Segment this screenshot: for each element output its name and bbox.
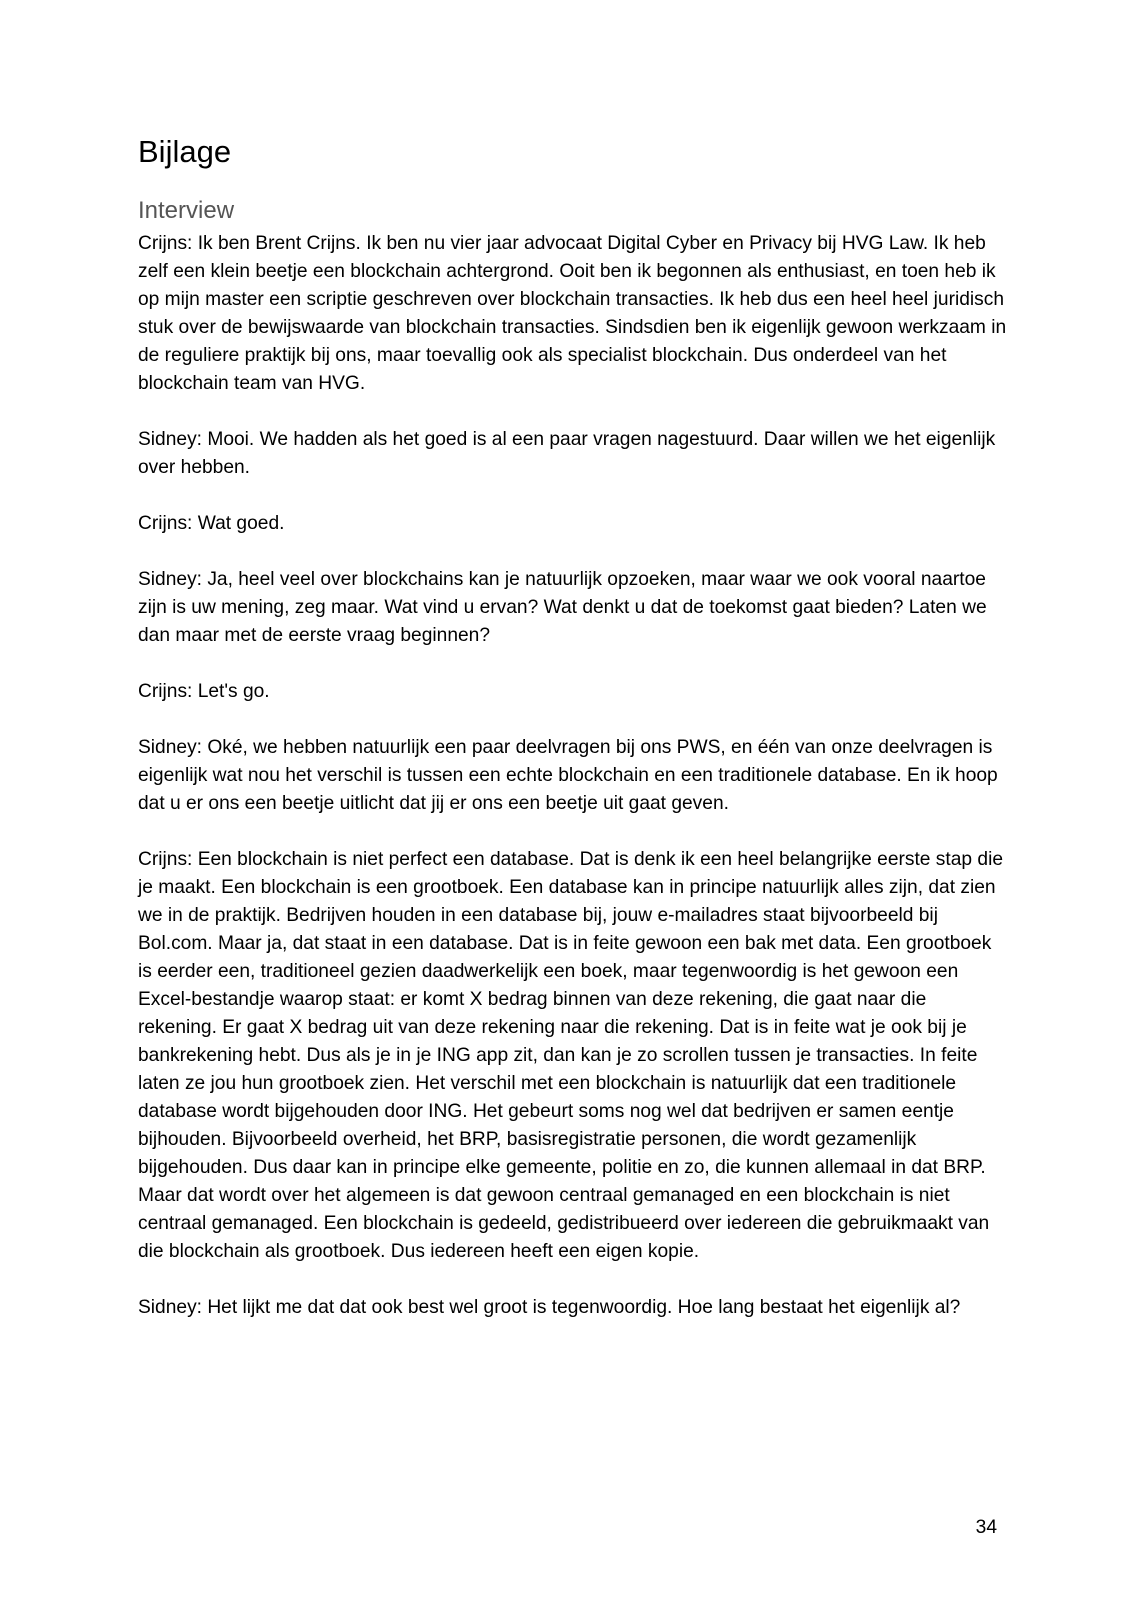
page-number: 34 [975,1517,997,1538]
paragraph: Crijns: Wat goed. [138,513,285,534]
paragraph: Crijns: Let's go. [138,681,270,702]
paragraph: Crijns: Een blockchain is niet perfect een database. Dat is denk ik een heel belangrijke eerste stap die je maakt. Een blockchain is een grootboek. Een database kan in principe natuurlijk alles zijn, dat zien we in de praktijk. Bedrijven houden in een database bij, jouw e-mailadres staat bijvoorbeeld bij Bol.com. Maar ja, dat staat in een database. Dat is in feite gewoon een bak met data. Een grootboek is eerder een, traditioneel gezien daadwerkelijk een boek, maar tegenwoordig is het gewoon een Excel-bestandje waarop staat: er komt X bedrag binnen van deze rekening, die gaat naar die rekening. Er gaat X bedrag uit van deze rekening naar die rekening. Dat is in feite wat je ook bij je bankrekening hebt. Dus als je in je ING app zit, dan kan je zo scrollen tussen je transacties. In feite laten ze jou hun grootboek zien. Het verschil met een blockchain is natuurlijk dat een traditionele database wordt bijgehouden door ING. Het gebeurt soms nog wel dat bedrijven er samen eentje bijhouden. Bijvoorbeeld overheid, het BRP, basisregistratie personen, die wordt gezamenlijk bijgehouden. Dus daar kan in principe elke gemeente, politie en zo, die kunnen allemaal in dat BRP. Maar dat wordt over het algemeen is dat gewoon centraal gemanaged en een blockchain is niet centraal gemanaged. Een blockchain is gedeeld, gedistribueerd over iedereen die gebruikmaakt van die blockchain als grootboek. Dus iedereen heeft een eigen kopie. [138,849,1004,1262]
interview-body [138,230,1008,1322]
paragraph: Sidney: Mooi. We hadden als het goed is al een paar vragen nagestuurd. Daar willen we het eigenlijk over hebben. [138,429,996,478]
paragraph: Sidney: Het lijkt me dat dat ook best wel groot is tegenwoordig. Hoe lang bestaat het eigenlijk al? [138,1297,961,1318]
paragraph: Crijns: Ik ben Brent Crijns. Ik ben nu vier jaar advocaat Digital Cyber en Privacy bij HVG Law. Ik heb zelf een klein beetje een blockchain achtergrond. Ooit ben ik begonnen als enthusiast, en toen heb ik op mijn master een scriptie geschreven over blockchain transacties. Ik heb dus een heel heel juridisch stuk over de bewijswaarde van blockchain transacties. Sindsdien ben ik eigenlijk gewoon werkzaam in de reguliere praktijk bij ons, maar toevallig ook als specialist blockchain. Dus onderdeel van het blockchain team van HVG. [138,233,1007,394]
heading: Bijlage [138,134,232,169]
subheading: Interview [138,197,235,224]
paragraph: Sidney: Oké, we hebben natuurlijk een paar deelvragen bij ons PWS, en één van onze deelvragen is eigenlijk wat nou het verschil is tussen een echte blockchain en een traditionele database. En ik hoop dat u er ons een beetje uitlicht dat jij er ons een beetje uit gaat geven. [138,737,998,814]
document-page [138,132,1008,1322]
paragraph: Sidney: Ja, heel veel over blockchains kan je natuurlijk opzoeken, maar waar we ook vooral naartoe zijn is uw mening, zeg maar. Wat vind u ervan? Wat denkt u dat de toekomst gaat bieden? Laten we dan maar met de eerste vraag beginnen? [138,569,987,646]
